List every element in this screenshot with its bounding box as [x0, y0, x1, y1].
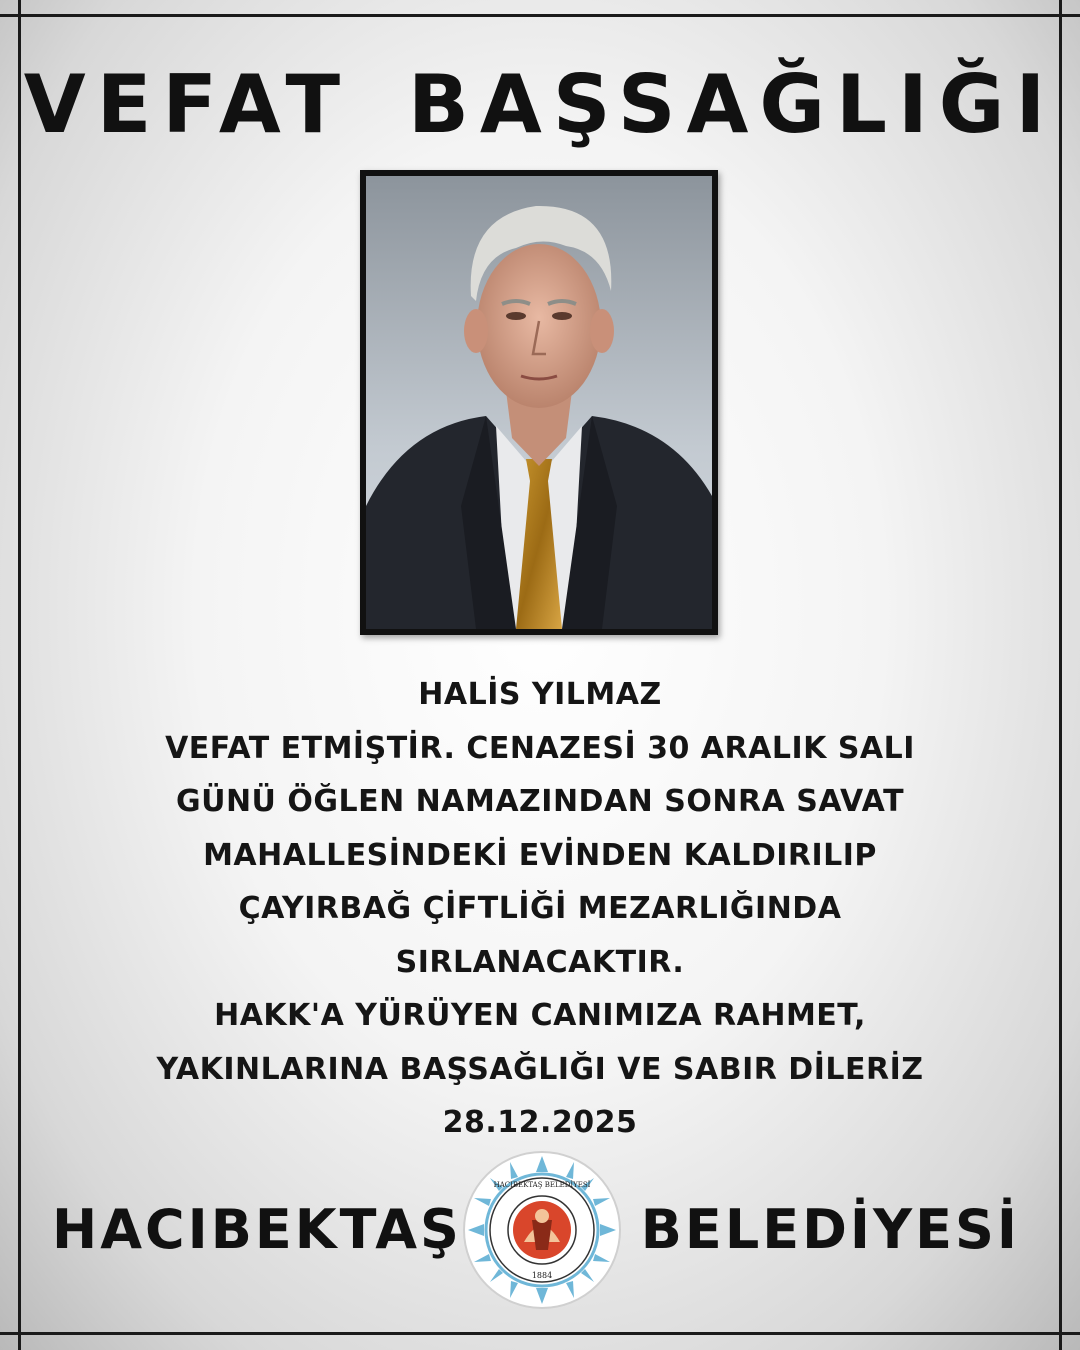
message-line: GÜNÜ ÖĞLEN NAMAZINDAN SONRA SAVAT	[175, 784, 905, 819]
frame-bottom-line	[0, 1332, 1080, 1335]
message-date: 28.12.2025	[442, 1105, 638, 1140]
message-line: YAKINLARINA BAŞSAĞLIĞI VE SABIR DİLERİZ	[156, 1051, 924, 1087]
condolence-message	[60, 668, 1020, 1150]
frame-left-line	[18, 0, 21, 1350]
frame-right-line	[1059, 0, 1062, 1350]
portrait-photo	[360, 170, 718, 635]
municipality-seal-icon	[462, 1150, 622, 1310]
message-line: VEFAT ETMİŞTİR. CENAZESİ 30 ARALIK SALI	[165, 730, 915, 766]
message-line: MAHALLESİNDEKİ EVİNDEN KALDIRILIP	[203, 837, 877, 873]
page-title: VEFAT BAŞSAĞLIĞI	[23, 58, 1057, 151]
deceased-name: HALİS YILMAZ	[418, 677, 662, 712]
footer-municipality-name: HACIBEKTAŞ	[52, 1198, 462, 1261]
message-line: ÇAYIRBAĞ ÇİFTLİĞİ MEZARLIĞINDA	[238, 891, 842, 926]
footer-municipality-word: BELEDİYESİ	[640, 1198, 1020, 1261]
frame-top-line	[0, 14, 1080, 17]
seal-text: HACIBEKTAŞ BELEDİYESİ	[493, 1181, 591, 1189]
portrait-image	[366, 176, 712, 629]
seal-year: 1884	[531, 1271, 553, 1280]
message-line: SIRLANACAKTIR.	[395, 944, 685, 980]
message-line: HAKK'A YÜRÜYEN CANIMIZA RAHMET,	[214, 998, 866, 1033]
